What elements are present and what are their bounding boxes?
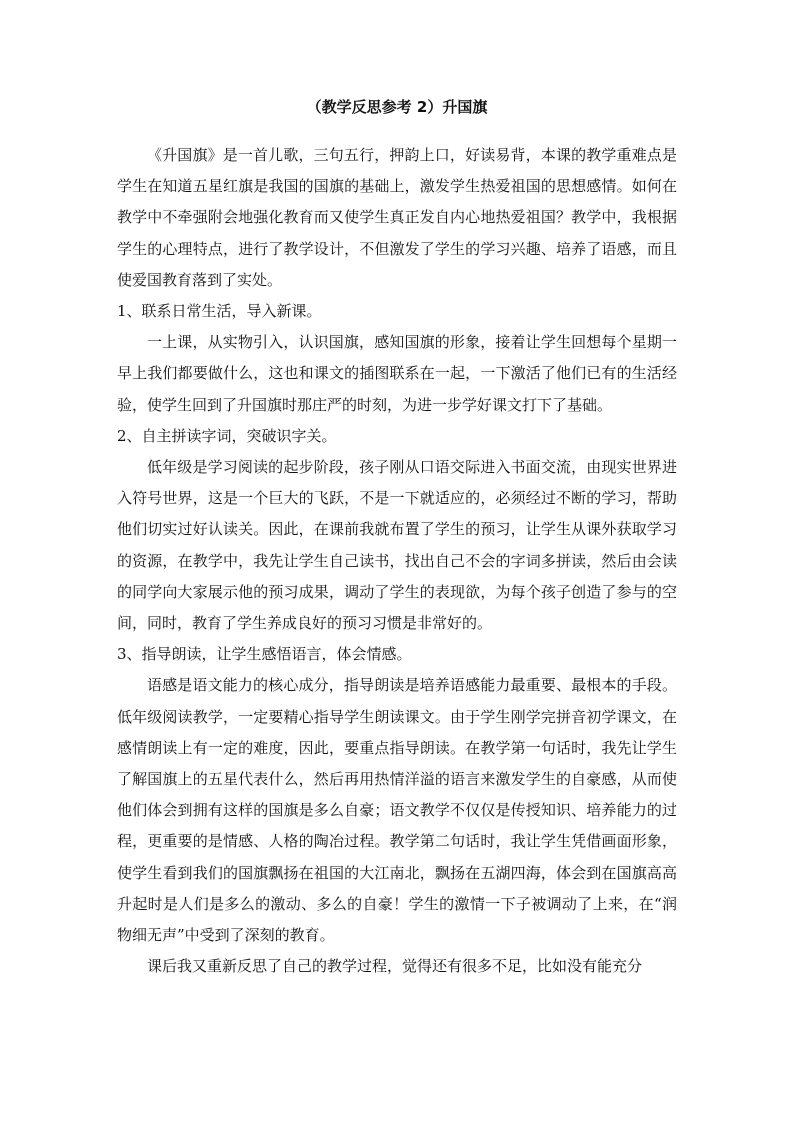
paragraph-section-2: 低年级是学习阅读的起步阶段，孩子刚从口语交际进入书面交流，由现实世界进入符号世界，这是一个巨大的飞跃，不是一下就适应的，必须经过不断的学习，帮助他们切实过好认读关。因此，在课前我就布置了学生的预习，让学生从课外获取学习的资源，在教学中，我先让学生自己读书，找出自己不会的字词多拼读，然后由会读的同学向大家展示他的预习成果，调动了学生的表现欲，为每个孩子创造了参与的空间，同时，教育了学生养成良好的预习习惯是非常好的。: [117, 458, 677, 633]
section-heading-1: 1、联系日常生活，导入新课。: [117, 302, 322, 321]
paragraph-reflection: 课后我又重新反思了自己的教学过程，觉得还有很多不足，比如没有能充分: [147, 957, 643, 976]
section-heading-3: 3、指导朗读，让学生感悟语言，体会情感。: [117, 645, 412, 664]
document-title: （教学反思参考 2）升国旗: [306, 98, 488, 116]
paragraph-section-3: 语感是语文能力的核心成分，指导朗读是培养语感能力最重要、最根本的手段。低年级阅读教学，一定要精心指导学生朗读课文。由于学生刚学完拼音初学课文，在感情朗读上有一定的难度，因此，要重点指导朗读。在教学第一句话时，我先让学生了解国旗上的五星代表什么，然后再用热情洋溢的语言来激发学生的自豪感，从而使他们体会到拥有这样的国旗是多么自豪；语文教学不仅仅是传授知识、培养能力的过程，更重要的是情感、人格的陶冶过程。教学第二句话时，我让学生凭借画面形象，使学生看到我们的国旗飘扬在祖国的大江南北，飘扬在五湖四海，体会到在国旗高高升起时是人们是多么的激动、多么的自豪！学生的激情一下子被调动了上来，在“润物细无声”中受到了深刻的教育。: [117, 676, 677, 945]
paragraph-section-1: 一上课，从实物引入，认识国旗，感知国旗的形象，接着让学生回想每个星期一早上我们都要做什么，这也和课文的插图联系在一起，一下激活了他们已有的生活经验，使学生回到了升国旗时那庄严的时刻，为进一步学好课文打下了基础。: [117, 333, 677, 414]
paragraph-intro: 《升国旗》是一首儿歌，三句五行，押韵上口，好读易背，本课的教学重难点是学生在知道五星红旗是我国的国旗的基础上，激发学生热爱祖国的思想感情。如何在教学中不牵强附会地强化教育而又使学生真正发自内心地热爱祖国？教学中，我根据学生的心理特点，进行了教学设计，不但激发了学生的学习兴趣、培养了语感，而且使爱国教育落到了实处。: [117, 146, 677, 289]
document-body: [117, 140, 677, 982]
section-heading-2: 2、自主拼读字词，突破识字关。: [117, 426, 337, 445]
